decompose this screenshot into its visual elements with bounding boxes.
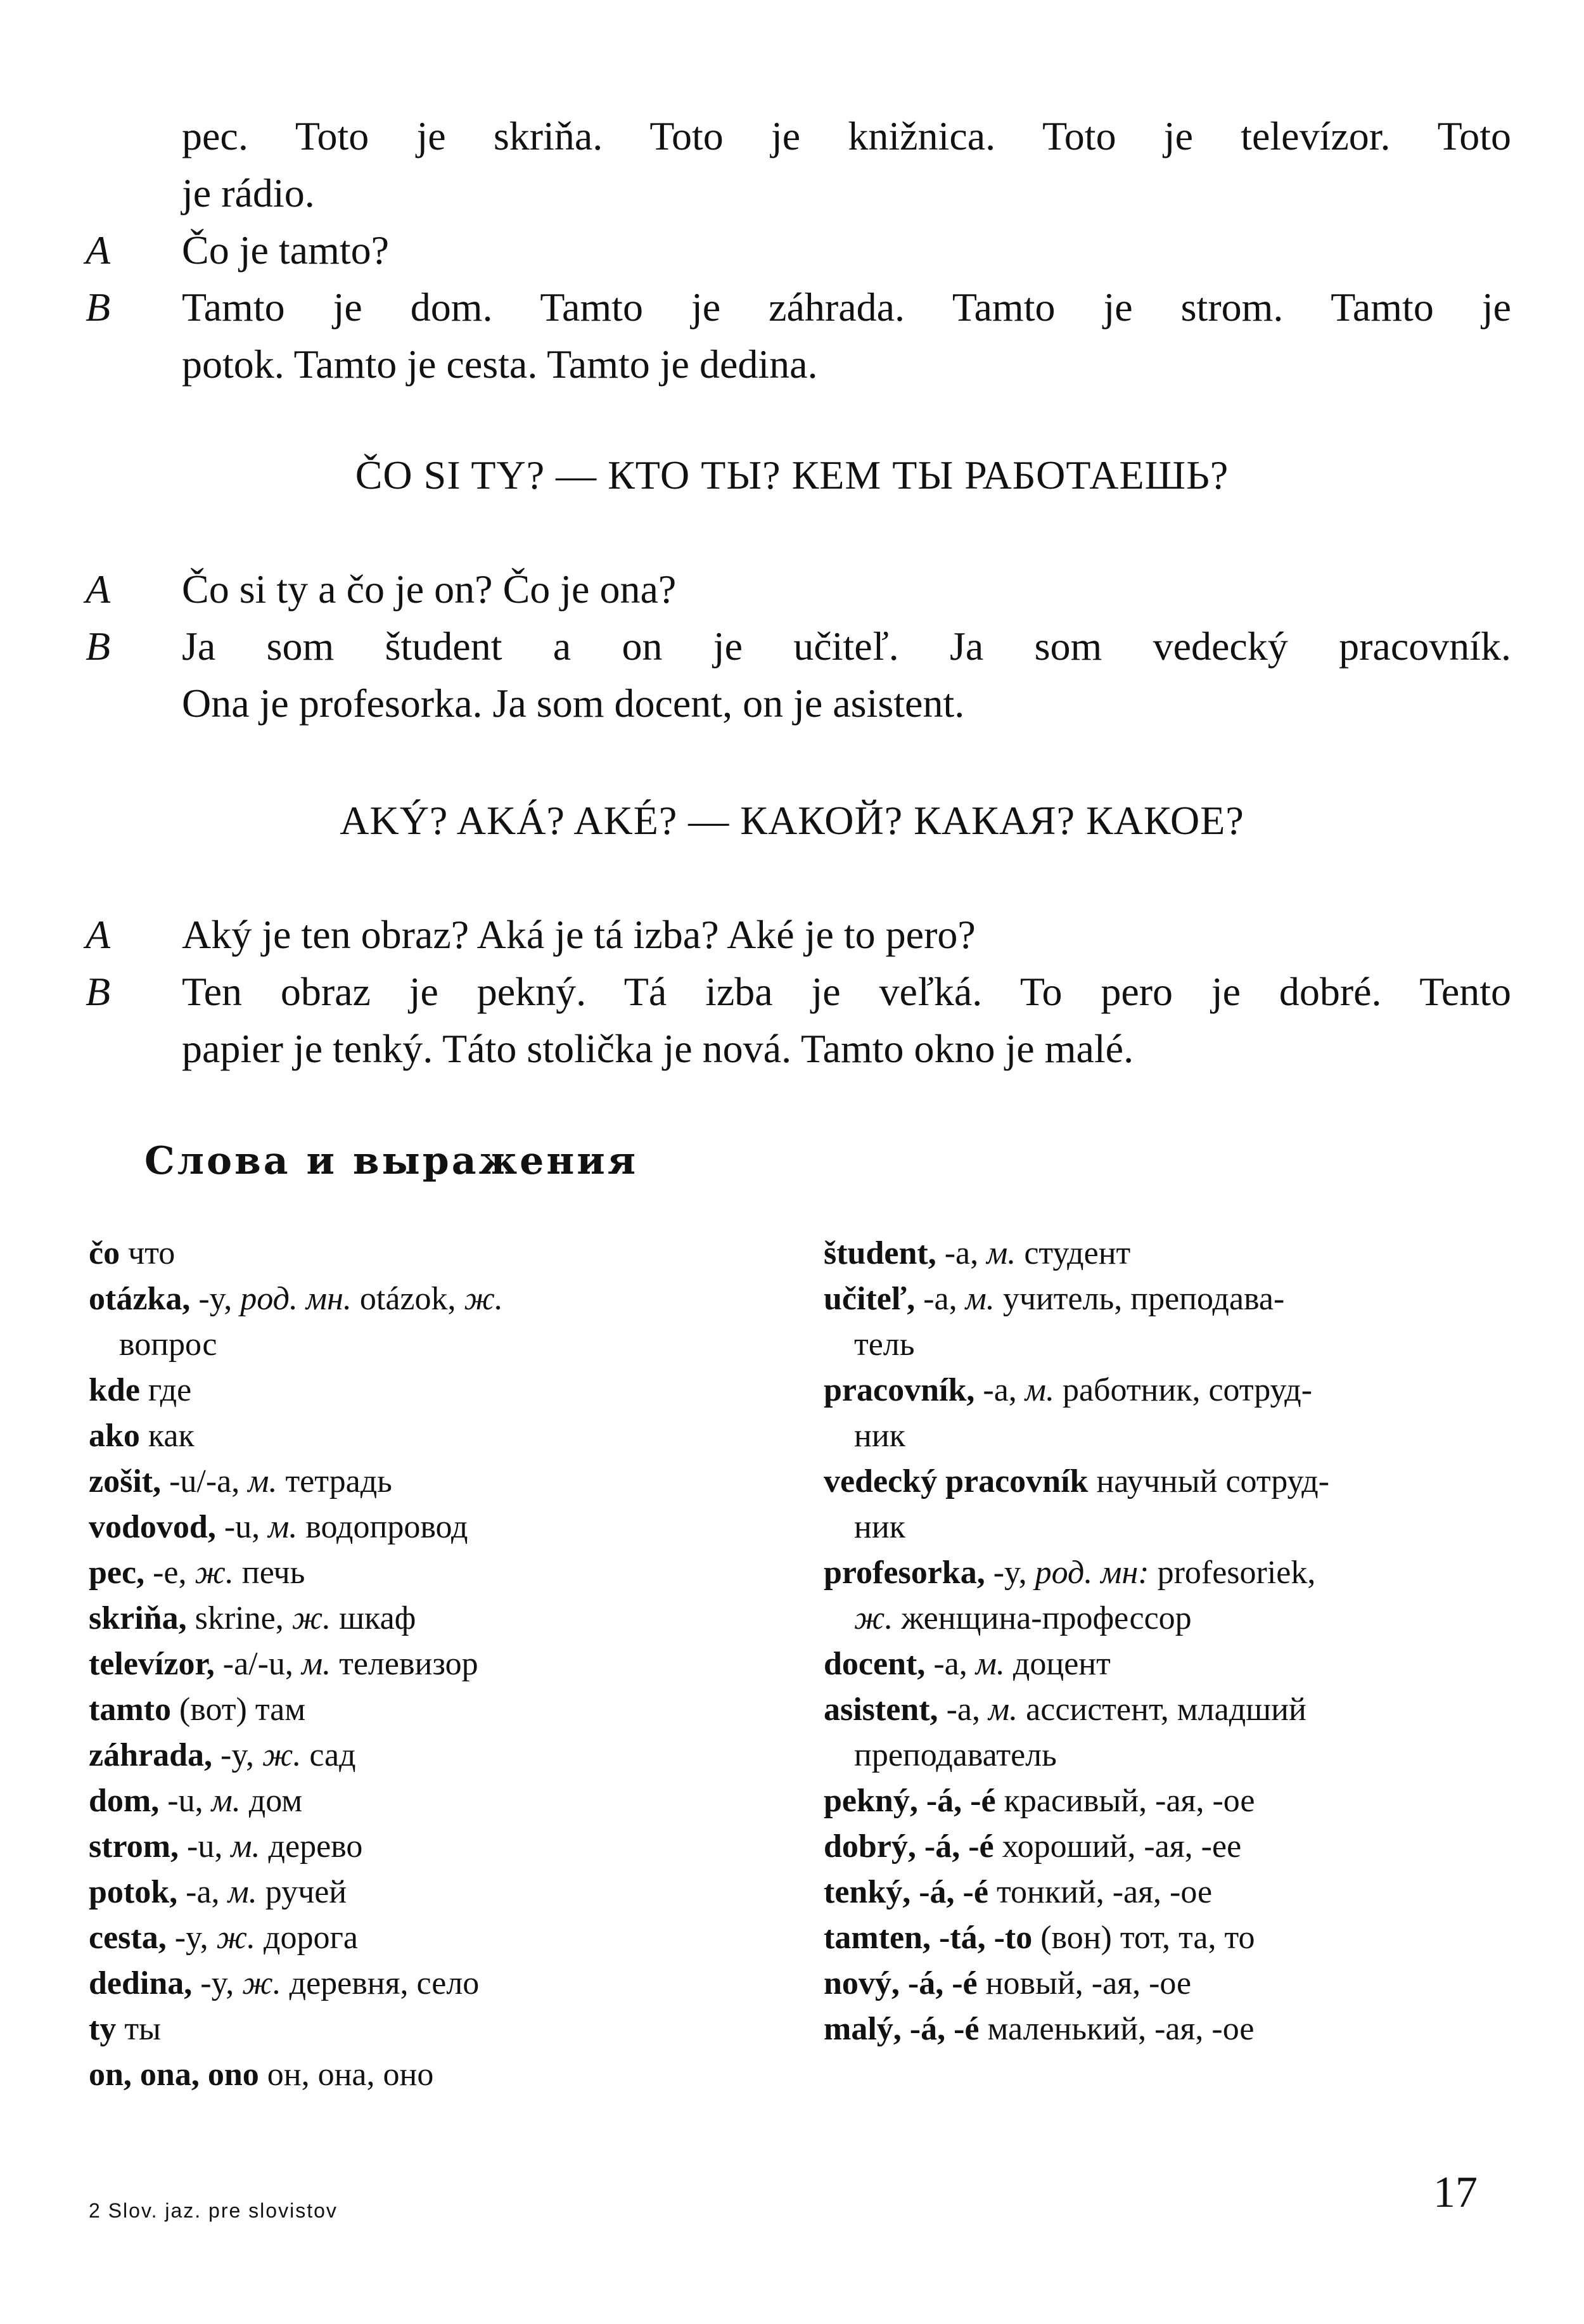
speaker-label: A (86, 228, 111, 273)
vocab-headword: dobrý, -á, -é (824, 1828, 994, 1865)
vocab-headword: pec, (89, 1555, 145, 1591)
dialogue-line (86, 963, 1511, 1020)
vocab-headword: tenký, -á, -é (824, 1874, 988, 1910)
dialogue-text: Aký je ten obraz? Aká je tá izba? Aké je to pero? (182, 912, 976, 957)
vocab-line (824, 1459, 1495, 1505)
vocab-line (824, 1733, 1495, 1778)
vocab-headword: profesorka, (824, 1555, 985, 1591)
dialogue-text: Ona je profesorka. Ja som docent, on je asistent. (182, 681, 965, 726)
dialogue-text: pec. Toto je skriňa. Toto je knižnica. Toto je televízor. Toto (182, 113, 1511, 158)
vocab-line (89, 1596, 773, 1641)
vocab-line (89, 1459, 773, 1505)
vocab-line (89, 2052, 773, 2098)
vocab-line (89, 1733, 773, 1778)
vocab-line (824, 1596, 1495, 1641)
vocab-headword: ako (89, 1418, 140, 1454)
vocabulary-column-right (824, 1231, 1495, 2052)
vocab-translation: -u, м. дом (159, 1783, 303, 1819)
vocab-line (89, 1870, 773, 1915)
vocab-line (824, 1870, 1495, 1915)
dialogue-3 (86, 906, 1511, 1077)
dialogue-line (86, 561, 1511, 618)
vocab-translation: что (120, 1235, 176, 1271)
vocab-headword: vedecký pracovník (824, 1463, 1089, 1499)
vocab-line (824, 1413, 1495, 1459)
vocab-translation: -a/-u, м. телевизор (214, 1646, 478, 1682)
vocab-headword: malý, -á, -é (824, 2011, 980, 2047)
vocab-line (824, 1824, 1495, 1870)
vocab-headword: kde (89, 1372, 140, 1408)
vocab-headword: záhrada, (89, 1737, 212, 1773)
dialogue-line (86, 675, 1511, 732)
vocab-translation: хороший, -ая, -ее (993, 1828, 1242, 1865)
page-number: 17 (1433, 2168, 1478, 2217)
vocab-line (89, 1550, 773, 1596)
vocabulary-title: Слова и выражения (144, 1139, 639, 1183)
vocab-translation: (вон) тот, та, то (1032, 1920, 1255, 1956)
dialogue-text: Čo je tamto? (182, 228, 390, 273)
dialogue-text: Ja som študent a on je učiteľ. Ja som vedecký pracovník. (182, 624, 1511, 669)
dialogue-text: papier je tenký. Táto stolička je nová. Tamto okno je malé. (182, 1026, 1134, 1071)
dialogue-line (86, 165, 1511, 222)
vocab-headword: študent, (824, 1235, 936, 1271)
vocab-translation: вопрос (119, 1326, 217, 1363)
vocab-translation: -u/-a, м. тетрадь (161, 1463, 392, 1499)
vocab-line (89, 1413, 773, 1459)
vocab-line (89, 1231, 773, 1276)
dialogue-line (86, 1020, 1511, 1077)
vocab-translation: -y, ж. деревня, село (192, 1965, 480, 2001)
vocab-headword: pekný, -á, -é (824, 1783, 996, 1819)
vocab-headword: on, ona, ono (89, 2057, 259, 2093)
vocab-headword: zošit, (89, 1463, 162, 1499)
vocab-line (824, 1322, 1495, 1368)
dialogue-line (86, 906, 1511, 963)
vocab-headword: dedina, (89, 1965, 193, 2001)
speaker-label: B (86, 969, 111, 1014)
vocab-line (89, 1778, 773, 1824)
vocab-translation: -y, род. мн: profesoriek, (985, 1555, 1316, 1591)
footer-signature: 2 Slov. jaz. pre slovistov (89, 2199, 338, 2222)
speaker-label: B (86, 624, 111, 669)
vocab-translation: где (139, 1372, 192, 1408)
vocab-translation: красивый, -ая, -ое (995, 1783, 1255, 1819)
vocab-translation: научный сотруд- (1088, 1463, 1330, 1499)
vocab-translation: он, она, оно (259, 2057, 434, 2093)
vocab-headword: skriňa, (89, 1600, 187, 1636)
vocabulary-column-left (89, 1231, 773, 2098)
vocab-headword: nový, -á, -é (824, 1965, 978, 2001)
vocab-headword: strom, (89, 1828, 179, 1865)
vocab-translation: -e, ж. печь (144, 1555, 305, 1591)
vocab-translation: преподаватель (854, 1737, 1057, 1773)
vocab-line (824, 1915, 1495, 1961)
dialogue-line (86, 618, 1511, 675)
vocab-translation: -y, род. мн. otázok, ж. (190, 1281, 503, 1317)
vocab-line (824, 1368, 1495, 1413)
speaker-label: A (86, 912, 111, 957)
vocab-line (824, 1550, 1495, 1596)
dialogue-line (86, 108, 1511, 165)
vocab-translation: -a, м. работник, сотруд- (974, 1372, 1313, 1408)
vocab-headword: dom, (89, 1783, 160, 1819)
vocab-translation: тель (854, 1326, 915, 1363)
vocab-translation: -u, м. водопровод (215, 1509, 468, 1545)
vocab-line (824, 1231, 1495, 1276)
vocab-line (89, 1824, 773, 1870)
section-heading: ČO SI TY? — КТО ТЫ? КЕМ ТЫ РАБОТАЕШЬ? (355, 453, 1229, 498)
vocab-headword: tamto (89, 1692, 171, 1728)
vocab-translation: новый, -ая, -ое (977, 1965, 1192, 2001)
vocab-line (89, 2006, 773, 2052)
vocab-headword: učiteľ, (824, 1281, 916, 1317)
vocab-line (89, 1368, 773, 1413)
vocab-translation: как (139, 1418, 195, 1454)
vocab-translation: ник (854, 1418, 905, 1454)
vocab-line (89, 1915, 773, 1961)
vocab-translation: -a, м. ассистент, младший (938, 1692, 1306, 1728)
speaker-label: B (86, 285, 111, 330)
vocab-translation: -a, м. ручей (177, 1874, 347, 1910)
vocab-line (824, 1778, 1495, 1824)
vocab-translation: -y, ж. дорога (166, 1920, 358, 1956)
vocab-headword: docent, (824, 1646, 926, 1682)
vocab-line (824, 1687, 1495, 1733)
vocab-line (89, 1505, 773, 1550)
vocab-translation: skrine, ж. шкаф (186, 1600, 416, 1636)
vocab-line (89, 1641, 773, 1687)
vocab-translation: ж. женщина-профессор (854, 1600, 1192, 1636)
dialogue-2 (86, 561, 1511, 732)
vocab-translation: -a, м. студент (936, 1235, 1131, 1271)
dialogue-text: Ten obraz je pekný. Tá izba je veľká. To pero je dobré. Tento (182, 969, 1511, 1014)
vocab-translation: маленький, -ая, -ое (979, 2011, 1255, 2047)
vocab-line (824, 2006, 1495, 2052)
vocab-headword: pracovník, (824, 1372, 975, 1408)
vocab-line (89, 1961, 773, 2006)
vocab-headword: cesta, (89, 1920, 167, 1956)
vocab-translation: -y, ж. сад (212, 1737, 356, 1773)
vocab-headword: vodovod, (89, 1509, 216, 1545)
vocab-line (89, 1322, 773, 1368)
vocab-line (824, 1961, 1495, 2006)
dialogue-1 (86, 108, 1511, 393)
vocab-headword: televízor, (89, 1646, 215, 1682)
vocab-line (824, 1641, 1495, 1687)
vocab-translation: ник (854, 1509, 905, 1545)
vocab-headword: otázka, (89, 1281, 191, 1317)
vocab-translation: ты (116, 2011, 161, 2047)
speaker-label: A (86, 567, 111, 612)
vocab-headword: ty (89, 2011, 117, 2047)
vocab-line (824, 1276, 1495, 1322)
vocab-headword: potok, (89, 1874, 178, 1910)
vocab-translation: -a, м. учитель, преподава- (915, 1281, 1285, 1317)
dialogue-line (86, 336, 1511, 393)
vocab-line (89, 1276, 773, 1322)
vocab-headword: čo (89, 1235, 120, 1271)
vocab-translation: тонкий, -ая, -ое (988, 1874, 1213, 1910)
vocab-translation: -a, м. доцент (925, 1646, 1111, 1682)
vocab-translation: -u, м. дерево (179, 1828, 363, 1865)
dialogue-line (86, 222, 1511, 279)
dialogue-text: Čo si ty a čo je on? Čo je ona? (182, 567, 677, 612)
dialogue-text: Tamto je dom. Tamto je záhrada. Tamto je strom. Tamto je (182, 285, 1511, 330)
vocab-line (89, 1687, 773, 1733)
dialogue-text: potok. Tamto je cesta. Tamto je dedina. (182, 342, 818, 387)
vocab-translation: (вот) там (170, 1692, 306, 1728)
dialogue-text: je rádio. (182, 170, 315, 215)
vocab-headword: asistent, (824, 1692, 938, 1728)
section-heading: AKÝ? AKÁ? AKÉ? — КАКОЙ? КАКАЯ? КАКОЕ? (340, 798, 1244, 843)
vocab-line (824, 1505, 1495, 1550)
dialogue-line (86, 279, 1511, 336)
vocab-headword: tamten, -tá, -to (824, 1920, 1033, 1956)
